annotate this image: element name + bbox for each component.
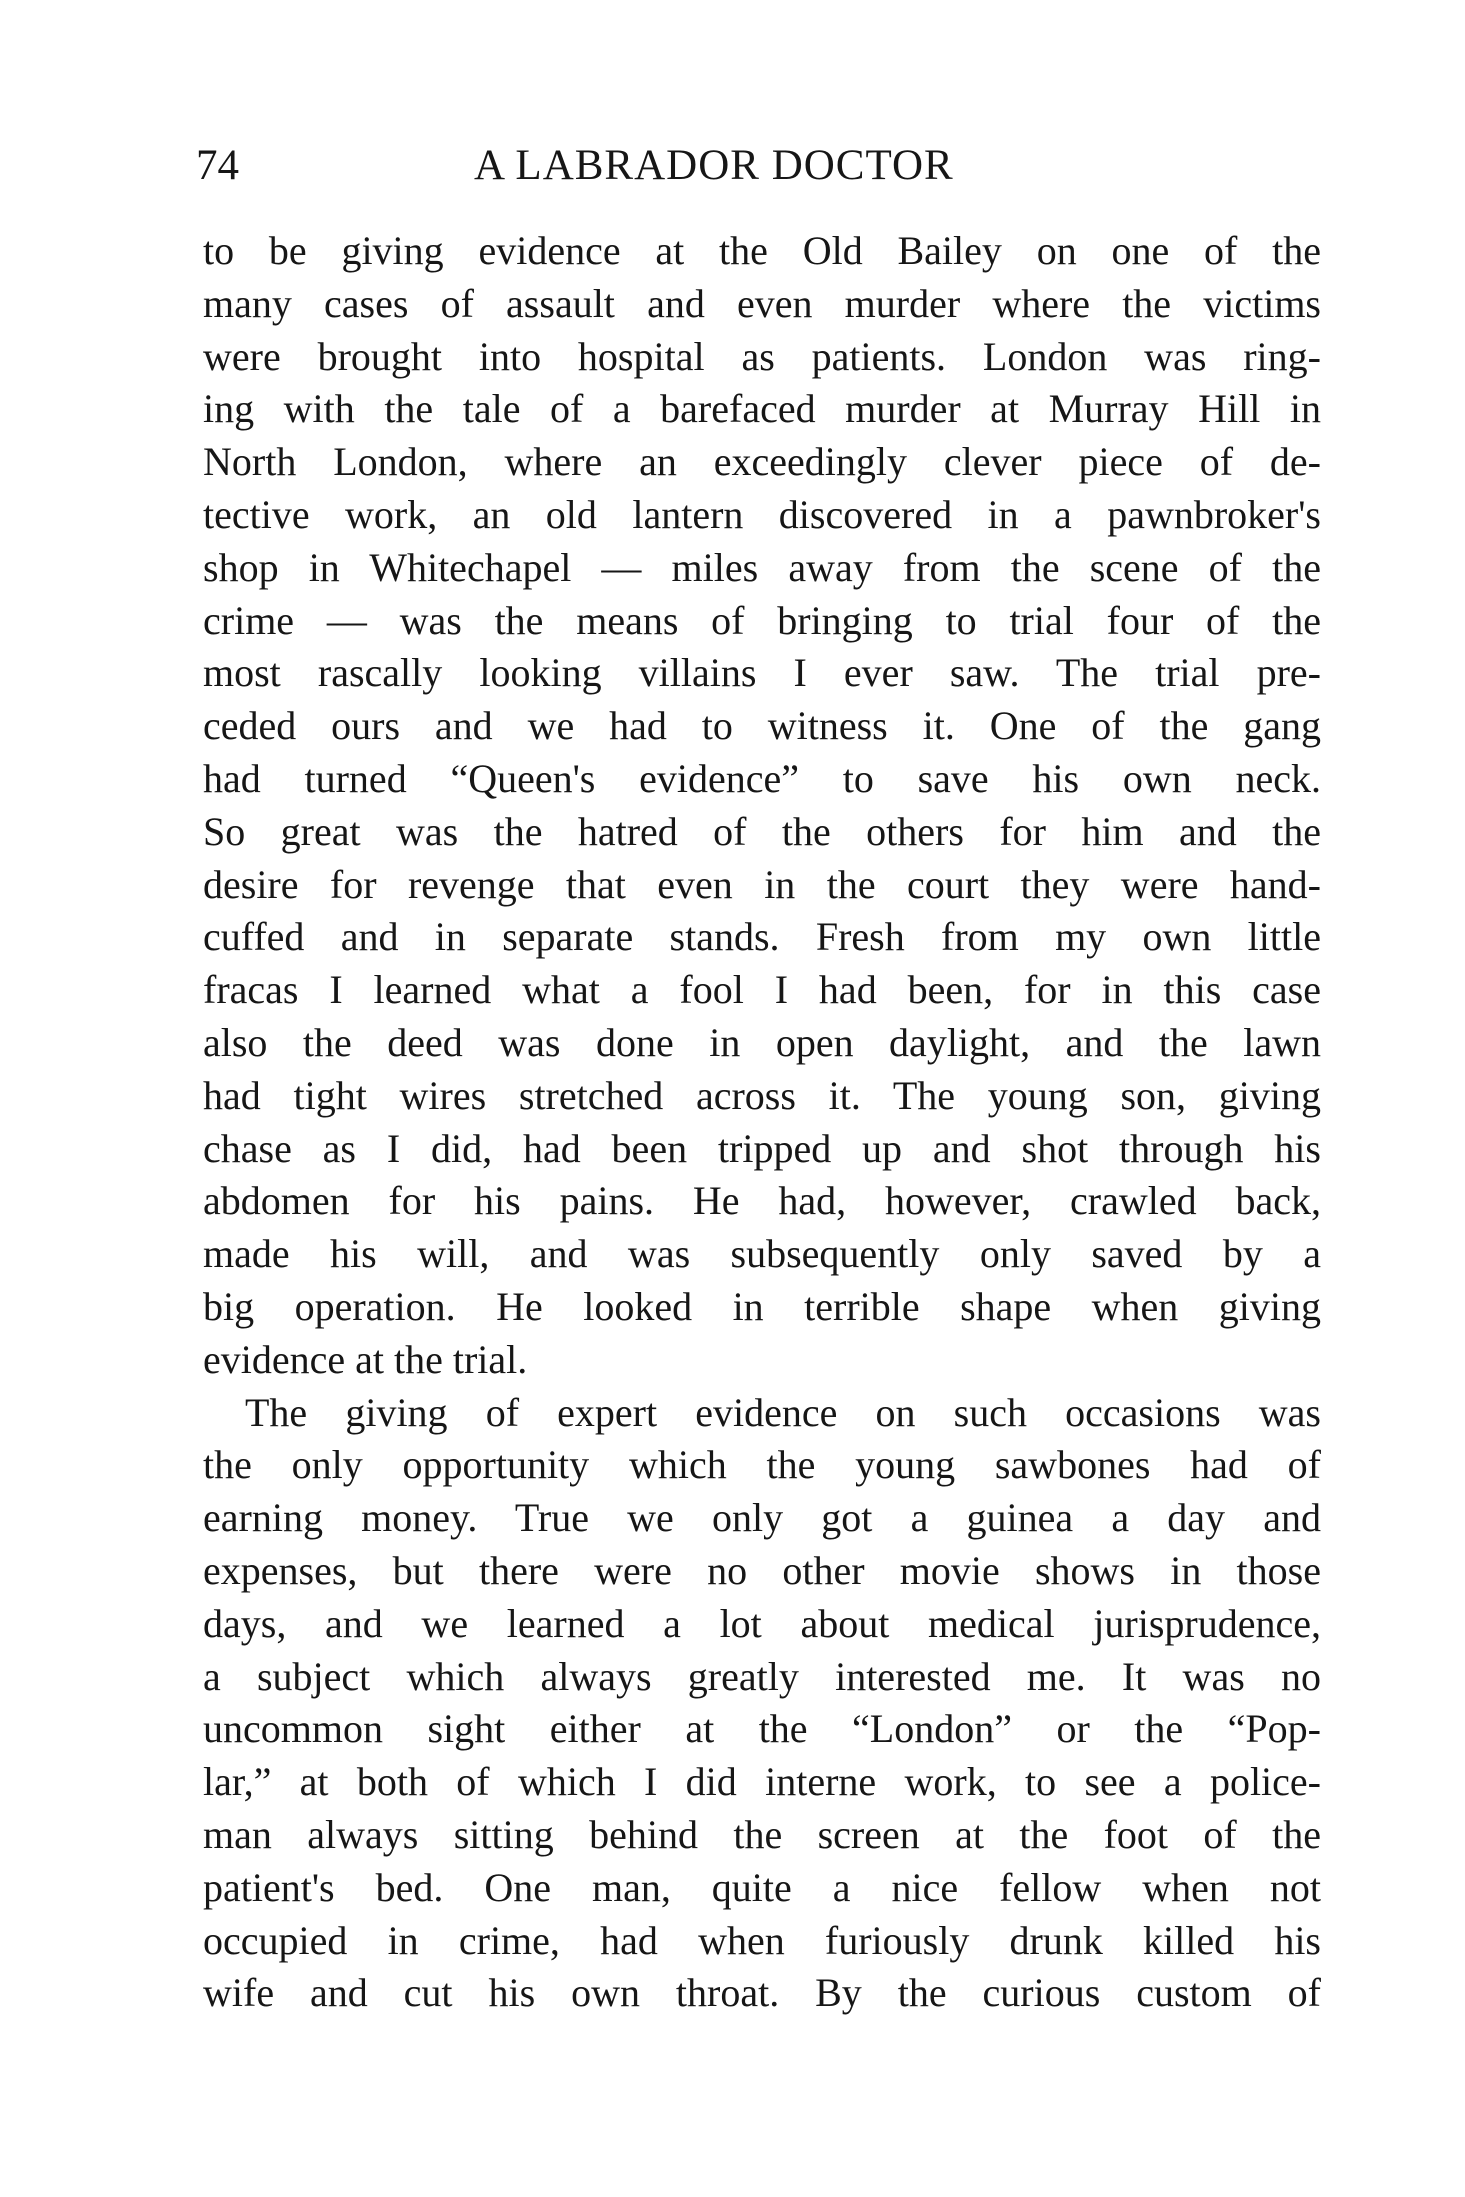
text-line: most rascally looking villains I ever saw. The trial pre- (203, 650, 1321, 696)
text-line: chase as I did, had been tripped up and shot through his (203, 1125, 1321, 1171)
text-line: The giving of expert evidence on such occasions was (245, 1389, 1321, 1435)
text-line: were brought into hospital as patients. London was ring- (203, 333, 1321, 379)
text-line: also the deed was done in open daylight, and the lawn (203, 1019, 1321, 1065)
text-line: expenses, but there were no other movie shows in those (203, 1547, 1321, 1593)
text-line: days, and we learned a lot about medical jurisprudence, (203, 1600, 1321, 1646)
text-line: a subject which always greatly interested me. It was no (203, 1653, 1321, 1699)
running-title: A LABRADOR DOCTOR (474, 142, 954, 189)
text-line: ceded ours and we had to witness it. One of the gang (203, 703, 1321, 749)
paragraph (203, 225, 1321, 1387)
text-line: earning money. True we only got a guinea a day and (203, 1495, 1321, 1541)
text-line: made his will, and was subsequently only saved by a (203, 1231, 1321, 1277)
text-line: uncommon sight either at the “London” or the “Pop- (203, 1706, 1321, 1752)
text-line: had turned “Queen's evidence” to save his own neck. (203, 755, 1321, 801)
text-line: many cases of assault and even murder where the victims (203, 280, 1321, 326)
body-text (203, 225, 1321, 2020)
page-number: 74 (196, 142, 239, 189)
text-line: ing with the tale of a barefaced murder at Murray Hill in (203, 386, 1321, 432)
text-line: patient's bed. One man, quite a nice fellow when not (203, 1864, 1321, 1910)
text-line: fracas I learned what a fool I had been, for in this case (203, 967, 1321, 1013)
text-line: tective work, an old lantern discovered in a pawnbroker's (203, 491, 1321, 537)
text-line: the only opportunity which the young sawbones had of (203, 1442, 1321, 1488)
text-line: to be giving evidence at the Old Bailey on one of the (203, 228, 1321, 273)
text-line: big operation. He looked in terrible shape when giving (203, 1283, 1321, 1329)
text-line: desire for revenge that even in the court they were hand- (203, 861, 1321, 907)
text-line: cuffed and in separate stands. Fresh from my own little (203, 914, 1321, 960)
text-line: crime — was the means of bringing to trial four of the (203, 597, 1321, 643)
text-line: had tight wires stretched across it. The young son, giving (203, 1072, 1321, 1118)
paragraph (203, 1387, 1321, 2021)
text-line: lar,” at both of which I did interne work, to see a police- (203, 1759, 1321, 1805)
text-line: man always sitting behind the screen at the foot of the (203, 1811, 1321, 1857)
text-line: shop in Whitechapel — miles away from the scene of the (203, 544, 1321, 590)
text-line: occupied in crime, had when furiously drunk killed his (203, 1917, 1321, 1963)
text-line: wife and cut his own throat. By the curious custom of (203, 1970, 1321, 2016)
text-line: North London, where an exceedingly clever piece of de- (203, 439, 1321, 485)
text-line: evidence at the trial. (203, 1336, 528, 1382)
text-line: So great was the hatred of the others for him and the (203, 808, 1321, 854)
page-header (196, 138, 1321, 194)
text-line: abdomen for his pains. He had, however, crawled back, (203, 1178, 1321, 1224)
